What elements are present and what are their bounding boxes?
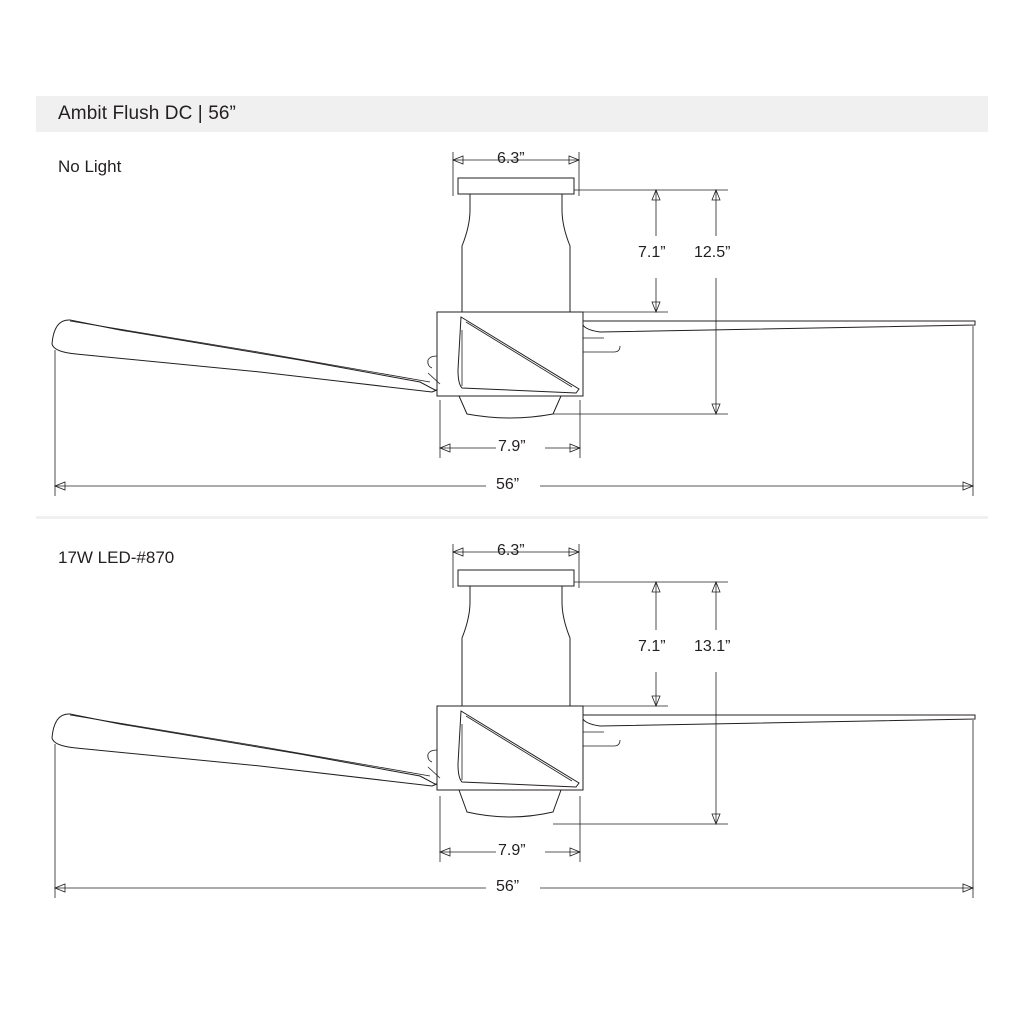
fan-body-top <box>52 178 975 418</box>
page-title: Ambit Flush DC | 56” <box>58 103 236 124</box>
dim-label-canopy-width-top: 6.3” <box>497 150 525 167</box>
dim-label-housing-width-bottom: 7.9” <box>498 842 526 859</box>
dimension-overall-height-top <box>553 190 731 414</box>
dim-label-housing-width-top: 7.9” <box>498 438 526 455</box>
dim-label-canopy-width-bottom: 6.3” <box>497 542 525 559</box>
dimension-blade-span-bottom <box>55 720 973 898</box>
variant-label-no-light: No Light <box>58 157 122 176</box>
dim-label-overall-height-top: 12.5” <box>694 244 731 261</box>
variant-label-led: 17W LED-#870 <box>58 548 175 567</box>
dim-label-overall-height-bottom: 13.1” <box>694 638 731 655</box>
fan-body-bottom <box>52 570 975 817</box>
dim-label-motor-height-bottom: 7.1” <box>638 638 666 655</box>
dim-label-motor-height-top: 7.1” <box>638 244 666 261</box>
dimension-blade-span-top <box>55 326 973 496</box>
dim-label-blade-span-top: 56” <box>496 476 520 493</box>
dim-label-blade-span-bottom: 56” <box>496 878 520 895</box>
section-divider <box>36 516 988 519</box>
dimension-overall-height-bottom <box>553 582 731 824</box>
